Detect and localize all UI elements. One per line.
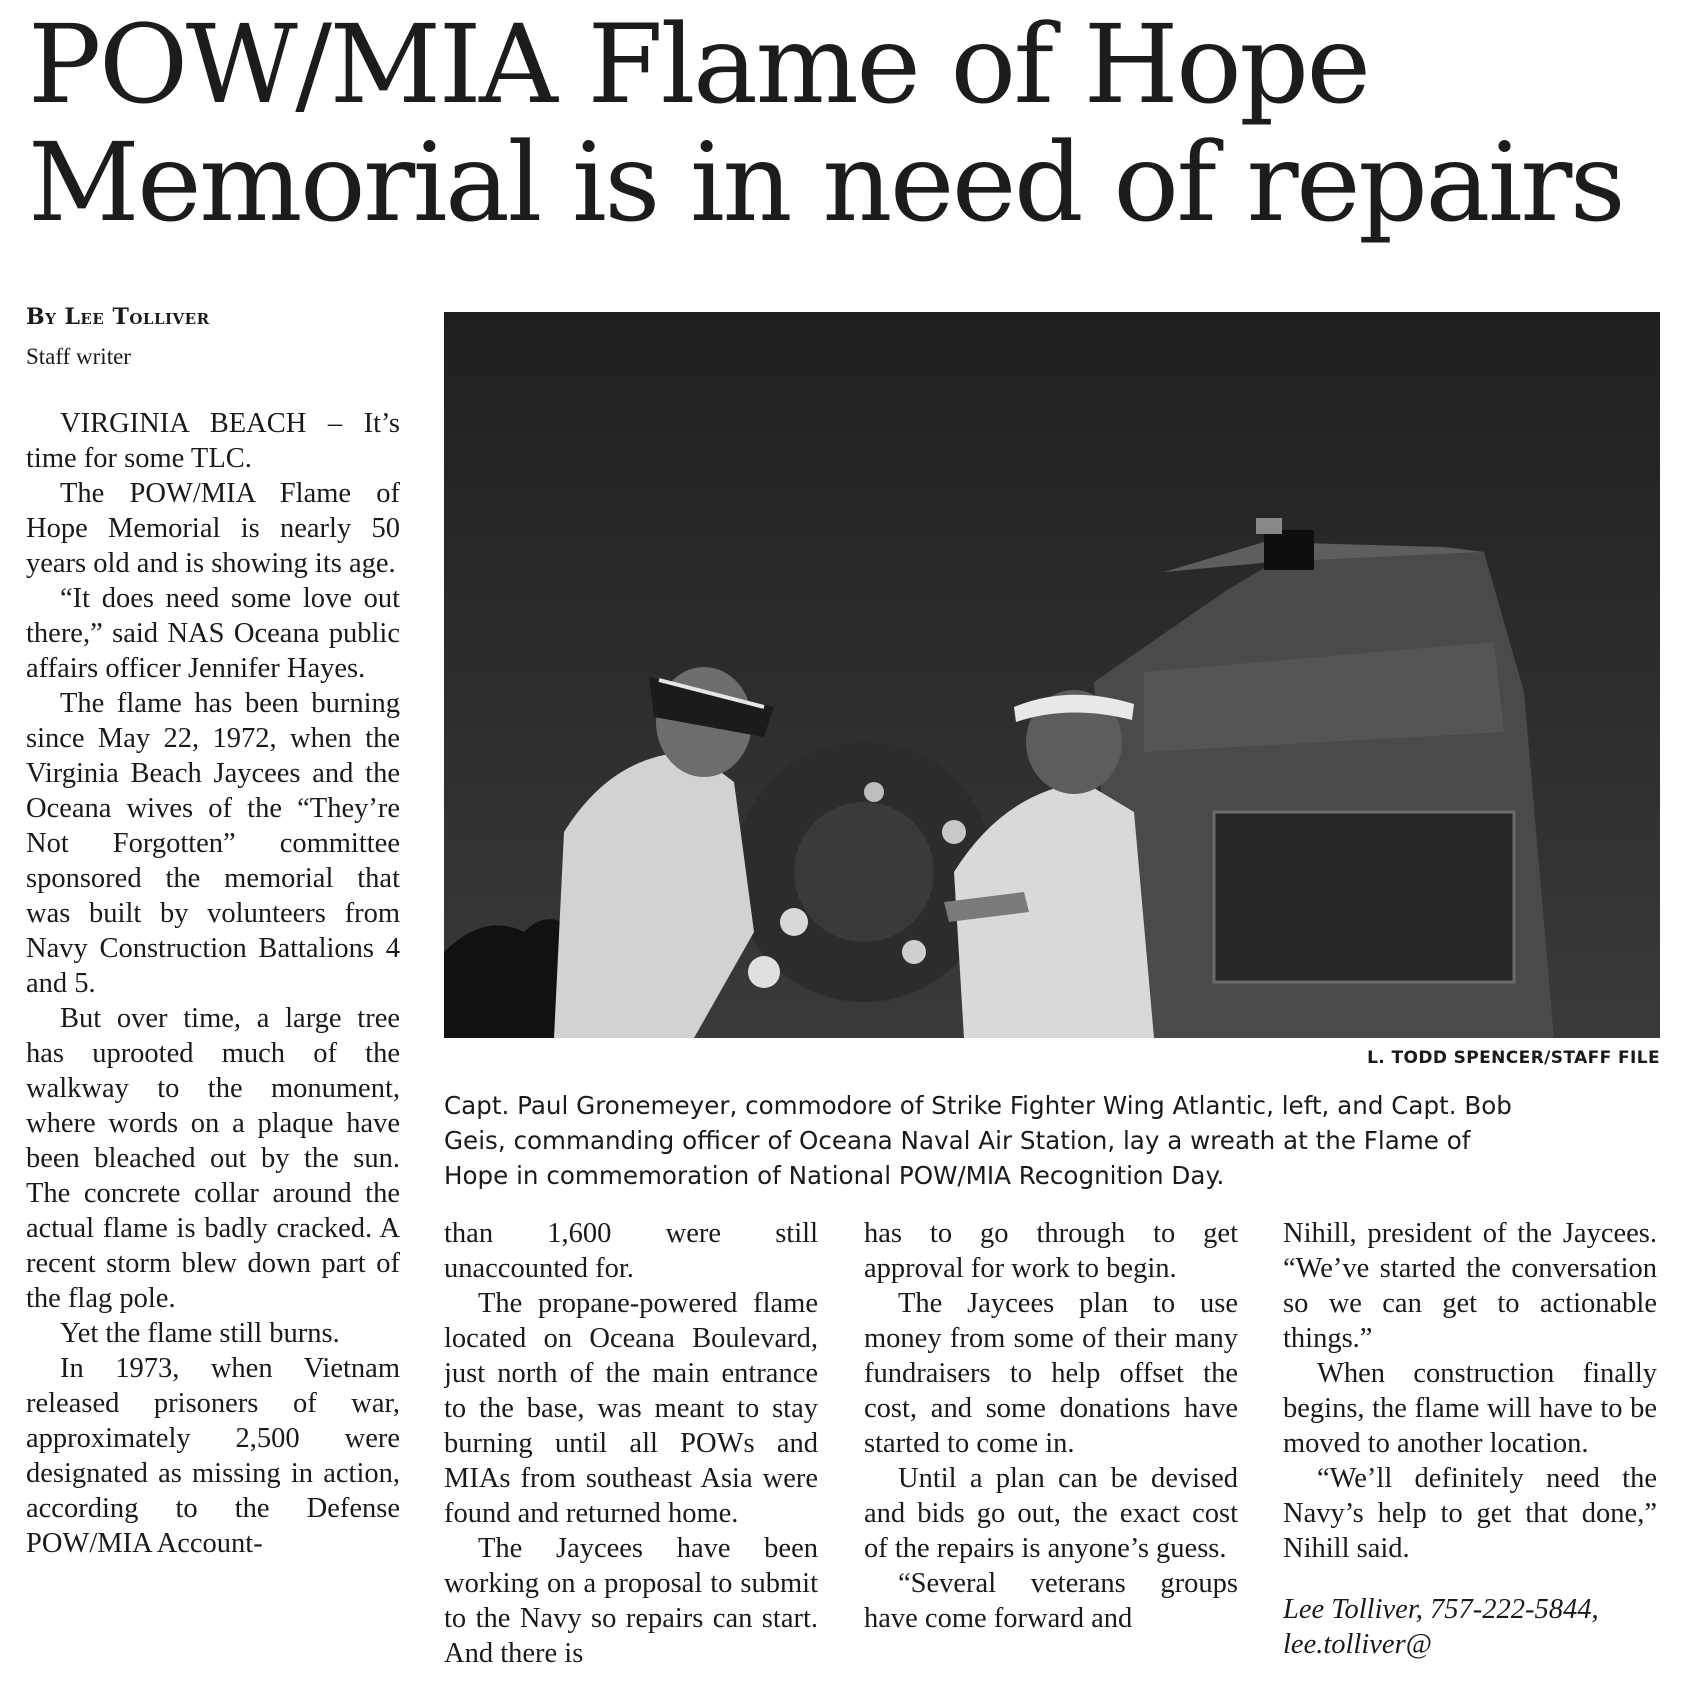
paragraph: The Jaycees have been working on a proposal to submit to the Navy so repairs can start. And there is [444, 1533, 818, 1669]
paragraph: Yet the flame still burns. [60, 1318, 340, 1349]
photo-credit: L. TODD SPENCER/STAFF FILE [1367, 1048, 1660, 1068]
byline: By Lee Tolliver [26, 304, 210, 330]
article-column-2 [444, 1216, 818, 1684]
paragraph: The POW/MIA Flame of Hope Memorial is nearly 50 years old and is showing its age. [26, 478, 400, 579]
paragraph: “We’ll definitely need the Navy’s help to get that done,” Nihill said. [1283, 1463, 1657, 1564]
paragraph: Nihill, president of the Jaycees. “We’ve started the conversation so we can get to actionable things.” [1283, 1218, 1657, 1354]
caption-line: Geis, commanding officer of Oceana Naval Air Station, lay a wreath at the Flame of [444, 1126, 1471, 1155]
article-column-4 [1283, 1216, 1657, 1684]
paragraph: The flame has been burning since May 22, 1972, when the Virginia Beach Jaycees and the Oceana wives of the “They’re Not Forgotten” committee sponsored the memorial that was built by volunteers from Navy Construction Battalions 4 and 5. [26, 688, 400, 999]
paragraph: But over time, a large tree has uprooted much of the walkway to the monument, where words on a plaque have been bleached out by the sun. The concrete collar around the actual flame is badly cracked. A recent storm blew down part of the flag pole. [26, 1003, 400, 1314]
author-signature: Lee Tolliver, 757-222-5844, lee.tolliver@ [1283, 1594, 1599, 1660]
paragraph: “Several veterans groups have come forward and [864, 1568, 1238, 1634]
paragraph: When construction finally begins, the flame will have to be moved to another location. [1283, 1358, 1657, 1459]
headline-line-1: POW/MIA Flame of Hope [28, 1, 1369, 128]
caption-line: Capt. Paul Gronemeyer, commodore of Strike Fighter Wing Atlantic, left, and Capt. Bob [444, 1091, 1512, 1120]
paragraph: In 1973, when Vietnam released prisoners of war, approximately 2,500 were designated as missing in action, according to the Defense POW/MIA Account- [26, 1353, 400, 1559]
byline-role: Staff writer [26, 344, 131, 369]
paragraph: VIRGINIA BEACH – It’s time for some TLC. [26, 408, 400, 474]
article-column-1 [26, 406, 400, 1684]
photo-caption [444, 1088, 1669, 1193]
paragraph: than 1,600 were still unaccounted for. [444, 1218, 818, 1284]
paragraph: Until a plan can be devised and bids go out, the exact cost of the repairs is anyone’s guess. [864, 1463, 1238, 1564]
paragraph: “It does need some love out there,” said NAS Oceana public affairs officer Jennifer Hayes. [26, 583, 400, 684]
news-photo [444, 312, 1660, 1038]
article-column-3 [864, 1216, 1238, 1684]
headline-line-2: Memorial is in need of repairs [28, 119, 1624, 246]
headline [28, 1, 1668, 246]
paragraph: The Jaycees plan to use money from some of their many fundraisers to help offset the cost, and some donations have started to come in. [864, 1288, 1238, 1459]
caption-line: Hope in commemoration of National POW/MIA Recognition Day. [444, 1161, 1225, 1190]
wreath-laying-photo [444, 312, 1660, 1038]
paragraph: The propane-powered flame located on Oceana Boulevard, just north of the main entrance to the base, was meant to stay burning until all POWs and MIAs from southeast Asia were found and returned home. [444, 1288, 818, 1529]
paragraph: has to go through to get approval for work to begin. [864, 1218, 1238, 1284]
